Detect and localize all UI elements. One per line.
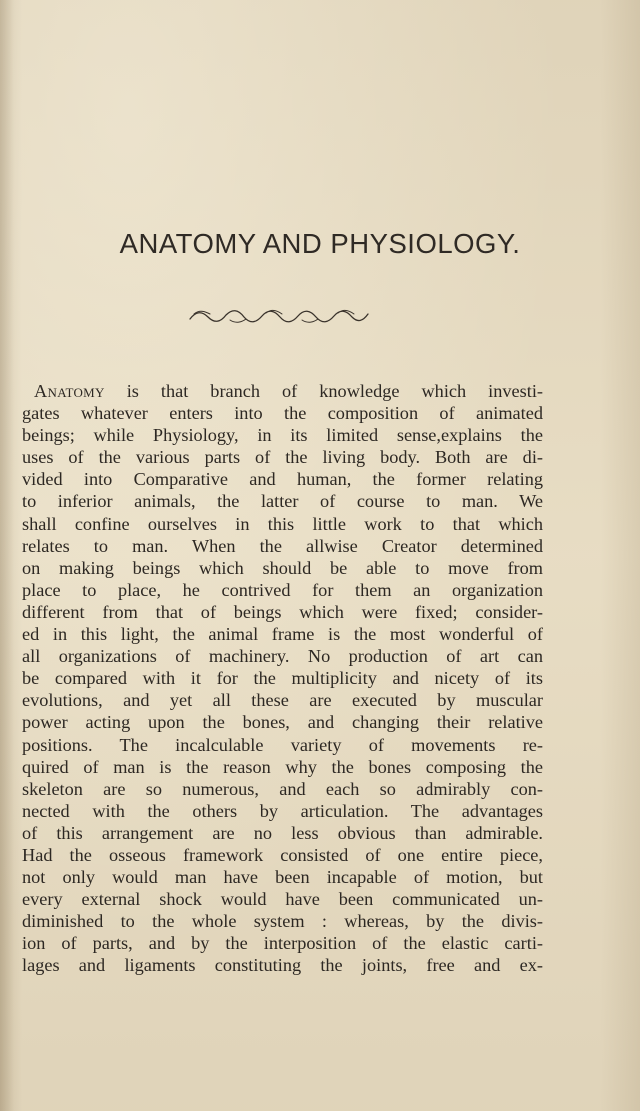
paragraph-line: vided into Comparative and human, the former relating xyxy=(22,469,543,490)
paragraph-line: nected with the others by articulation. The advantages xyxy=(22,800,543,821)
page-gutter-shadow xyxy=(0,0,14,1111)
paragraph-line: uses of the various parts of the living body. Both are di- xyxy=(22,447,543,468)
paragraph-line: Anatomy is that branch of knowledge which investi- xyxy=(34,381,543,401)
chapter-heading: ANATOMY AND PHYSIOLOGY. xyxy=(119,228,521,259)
paragraph-line: evolutions, and yet all these are executed by muscular xyxy=(22,690,543,711)
paragraph-line: place to place, he contrived for them an organization xyxy=(22,579,543,600)
paragraph-line: on making beings which should be able to move from xyxy=(22,557,543,578)
paragraph-line: not only would man have been incapable of motion, but xyxy=(22,867,543,888)
paragraph-line: diminished to the whole system : whereas, by the divis- xyxy=(22,911,543,932)
ornament-rule-icon xyxy=(188,305,370,327)
lead-word: Anatomy xyxy=(34,381,105,401)
paragraph-line: positions. The incalculable variety of movements re- xyxy=(22,734,543,755)
paragraph-line: lages and ligaments constituting the joints, free and ex- xyxy=(22,955,543,976)
paragraph-line: every external shock would have been communicated un- xyxy=(22,889,543,910)
paragraph-line: ion of parts, and by the interposition of the elastic carti- xyxy=(22,933,543,954)
paragraph-line: power acting upon the bones, and changing their relative xyxy=(22,712,543,733)
paragraph-line: beings; while Physiology, in its limited sense,explains the xyxy=(22,425,543,446)
paragraph-line: Had the osseous framework consisted of one entire piece, xyxy=(22,844,543,865)
paragraph-line: of this arrangement are no less obvious than admirable. xyxy=(22,822,543,843)
paragraph-line: different from that of beings which were fixed; consider- xyxy=(22,601,543,622)
paragraph-line: to inferior animals, the latter of course to man. We xyxy=(22,491,543,512)
paragraph-line: quired of man is the reason why the bones composing the xyxy=(22,756,543,777)
paragraph-line: shall confine ourselves in this little work to that which xyxy=(22,513,543,534)
paragraph-line: be compared with it for the multiplicity and nicety of its xyxy=(22,668,543,689)
paragraph-line: skeleton are so numerous, and each so admirably con- xyxy=(22,778,543,799)
paragraph-line: gates whatever enters into the composition of animated xyxy=(22,403,543,424)
paragraph-line: ed in this light, the animal frame is the most wonderful of xyxy=(22,624,543,645)
paragraph-line: relates to man. When the allwise Creator determined xyxy=(22,535,543,556)
body-paragraph xyxy=(22,380,543,977)
paragraph-line: all organizations of machinery. No production of art can xyxy=(22,646,543,667)
